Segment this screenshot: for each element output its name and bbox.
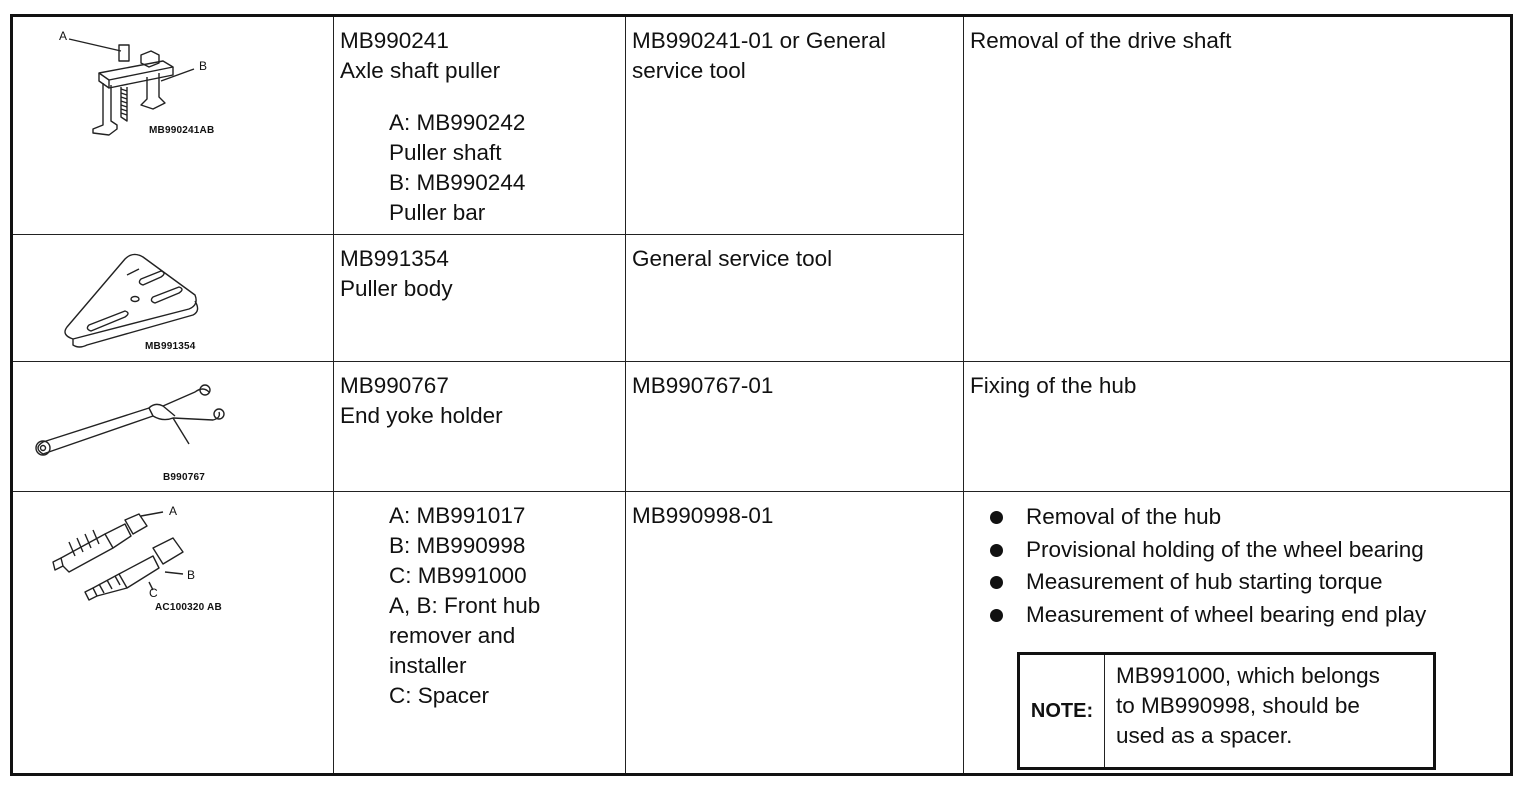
tool-figure-cell [12,362,334,492]
tool-figure-cell [12,235,334,362]
table-row [12,16,1512,235]
sub-item: B: MB990244 [389,170,526,195]
list-item: Provisional holding of the wheel bearing [988,534,1504,567]
sub-item: B: MB990998 [389,533,526,558]
note-text: to MB990998, should be [1116,693,1360,718]
application-cell [964,492,1512,775]
supersession-text: MB990241-01 or General [632,28,886,53]
supersession-text: MB990767-01 [632,373,774,398]
note-text: MB991000, which belongs [1116,663,1380,688]
note-label: NOTE: [1020,655,1105,767]
sub-item: Puller shaft [389,140,502,165]
tool-number: MB990767 [340,373,449,398]
callout-a: A [169,504,178,518]
tool-name-cell [334,235,626,362]
special-tools-table [10,14,1513,776]
tool-number: MB990241 [340,28,449,53]
note-box [1017,652,1436,770]
tool-figure-cell [12,492,334,775]
tool-name-cell [334,492,626,775]
supersession-cell [626,235,964,362]
callout-c: C [149,586,158,600]
supersession-text: service tool [632,58,746,83]
sub-item: remover and [389,623,516,648]
application-text: Fixing of the hub [970,373,1137,398]
sub-item: installer [389,653,467,678]
tool-figure-cell [12,16,334,235]
tool-name: Puller body [340,276,453,301]
callout-b: B [187,568,196,582]
note-text: used as a spacer. [1116,723,1293,748]
callout-a: A [59,29,68,43]
supersession-text: MB990998-01 [632,503,774,528]
list-item: Measurement of wheel bearing end play [988,599,1504,632]
application-text: Removal of the drive shaft [970,28,1232,53]
tool-name-cell [334,16,626,235]
application-cell [964,362,1512,492]
application-cell [964,16,1512,362]
front-hub-remover-installer-illustration [13,492,335,772]
supersession-text: General service tool [632,246,833,271]
list-item: Measurement of hub starting torque [988,566,1504,599]
tool-name: Axle shaft puller [340,58,501,83]
sub-item: C: MB991000 [389,563,527,588]
tool-number: MB991354 [340,246,449,271]
figure-label: B990767 [163,472,205,483]
table-row [12,492,1512,775]
tool-name-cell [334,362,626,492]
application-bullet-list [970,501,1504,631]
figure-label: MB991354 [145,341,196,352]
sub-item: C: Spacer [389,683,490,708]
supersession-cell [626,16,964,235]
sub-item: A: MB990242 [389,110,526,135]
sub-item: A: MB991017 [389,503,526,528]
supersession-cell [626,492,964,775]
sub-item: A, B: Front hub [389,593,541,618]
sub-item: Puller bar [389,200,486,225]
supersession-cell [626,362,964,492]
callout-b: B [199,59,208,73]
figure-label: AC100320 AB [155,602,222,613]
table-row [12,362,1512,492]
figure-label: MB990241AB [149,125,215,136]
tool-name: End yoke holder [340,403,503,428]
list-item: Removal of the hub [988,501,1504,534]
